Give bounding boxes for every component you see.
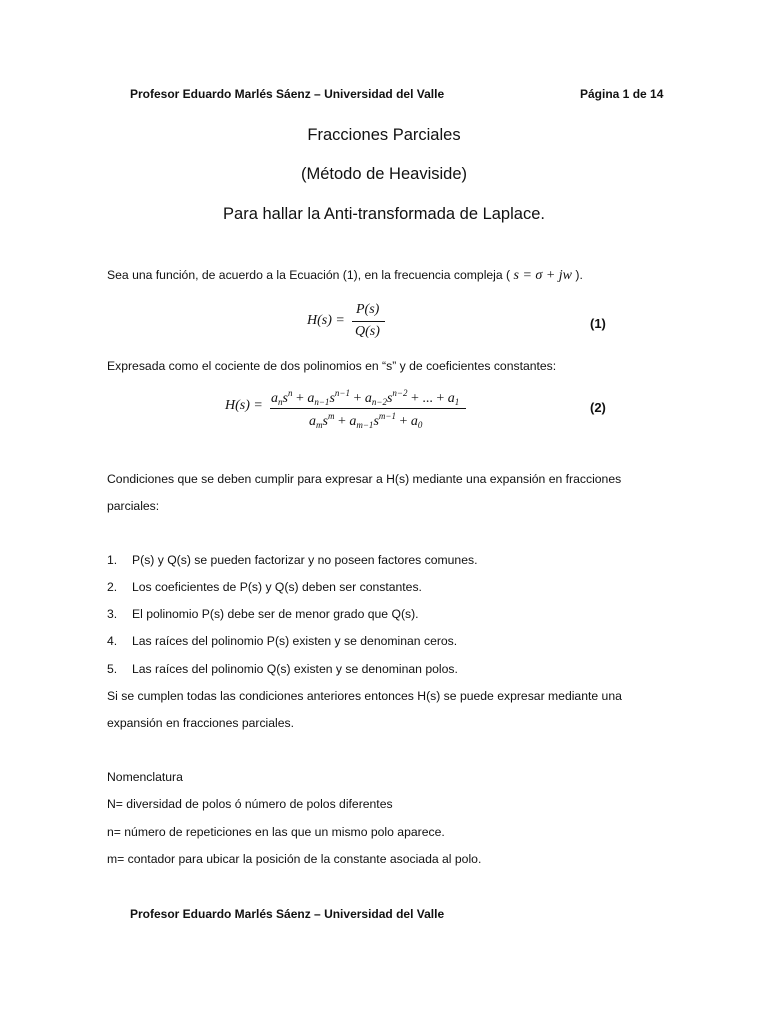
- list-item-number: 3.: [107, 607, 118, 621]
- list-item: El polinomio P(s) debe ser de menor grado que Q(s).: [132, 607, 419, 621]
- list-item-number: 4.: [107, 634, 118, 648]
- list-item: Las raíces del polinomio P(s) existen y se denominan ceros.: [132, 634, 458, 648]
- eq2-fraction-bar: [270, 408, 466, 409]
- doc-title: Fracciones Parciales: [307, 126, 461, 144]
- conclusion-line-1: Si se cumplen todas las condiciones anteriores entonces H(s) se puede expresar mediante una: [107, 689, 622, 703]
- eq1-numerator: P(s): [356, 302, 380, 317]
- list-item-number: 5.: [107, 662, 118, 676]
- list-item: Las raíces del polinomio Q(s) existen y se denominan polos.: [132, 662, 458, 676]
- eq1-number: (1): [590, 316, 606, 331]
- eq2-numerator: $a_ns^n + a_{n-1}s^{n-1} + a_{n-2}s^{n-2}$ + ... + $a_1$: [271, 388, 460, 407]
- footer-author: Profesor Eduardo Marlés Sáenz – Universidad del Valle: [130, 907, 445, 921]
- doc-subtitle: (Método de Heaviside): [301, 165, 467, 183]
- conditions-line-2: parciales:: [107, 499, 160, 513]
- nomenclature-heading: Nomenclatura: [107, 770, 183, 784]
- intro-paragraph: [107, 268, 583, 284]
- list-item-number: 2.: [107, 580, 118, 594]
- eq1-fraction-bar: [352, 321, 385, 322]
- intro-inline-math: s = σ + jw: [513, 268, 572, 283]
- intro-text: Sea una función, de acuerdo a la Ecuación (1), en la frecuencia compleja (: [107, 268, 511, 282]
- nomenclature-item: m= contador para ubicar la posición de la constante asociada al polo.: [107, 852, 482, 866]
- eq2-number: (2): [590, 400, 606, 415]
- conditions-line-1: Condiciones que se deben cumplir para expresar a H(s) mediante una expansión en fracciones: [107, 472, 622, 486]
- eq1-denominator: Q(s): [355, 324, 380, 339]
- eq1-lhs: H(s) =: [307, 313, 345, 328]
- nomenclature-item: N= diversidad de polos ó número de polos diferentes: [107, 797, 393, 811]
- expressed-paragraph: Expresada como el cociente de dos polinomios en “s” y de coeficientes constantes:: [107, 359, 557, 373]
- eq2-denominator: $a_ms^m + a_{m-1}s^{m-1} + a_0$: [309, 411, 423, 430]
- eq2-lhs: H(s) =: [225, 398, 263, 413]
- intro-text-end: ).: [575, 268, 583, 282]
- conclusion-line-2: expansión en fracciones parciales.: [107, 716, 294, 730]
- nomenclature-item: n= número de repeticiones en las que un mismo polo aparece.: [107, 825, 445, 839]
- list-item-number: 1.: [107, 553, 118, 567]
- page-number: Página 1 de 14: [580, 87, 664, 101]
- doc-purpose: Para hallar la Anti-transformada de Laplace.: [223, 205, 545, 223]
- header-author: Profesor Eduardo Marlés Sáenz – Universidad del Valle: [130, 87, 445, 101]
- list-item: P(s) y Q(s) se pueden factorizar y no poseen factores comunes.: [132, 553, 478, 567]
- list-item: Los coeficientes de P(s) y Q(s) deben ser constantes.: [132, 580, 422, 594]
